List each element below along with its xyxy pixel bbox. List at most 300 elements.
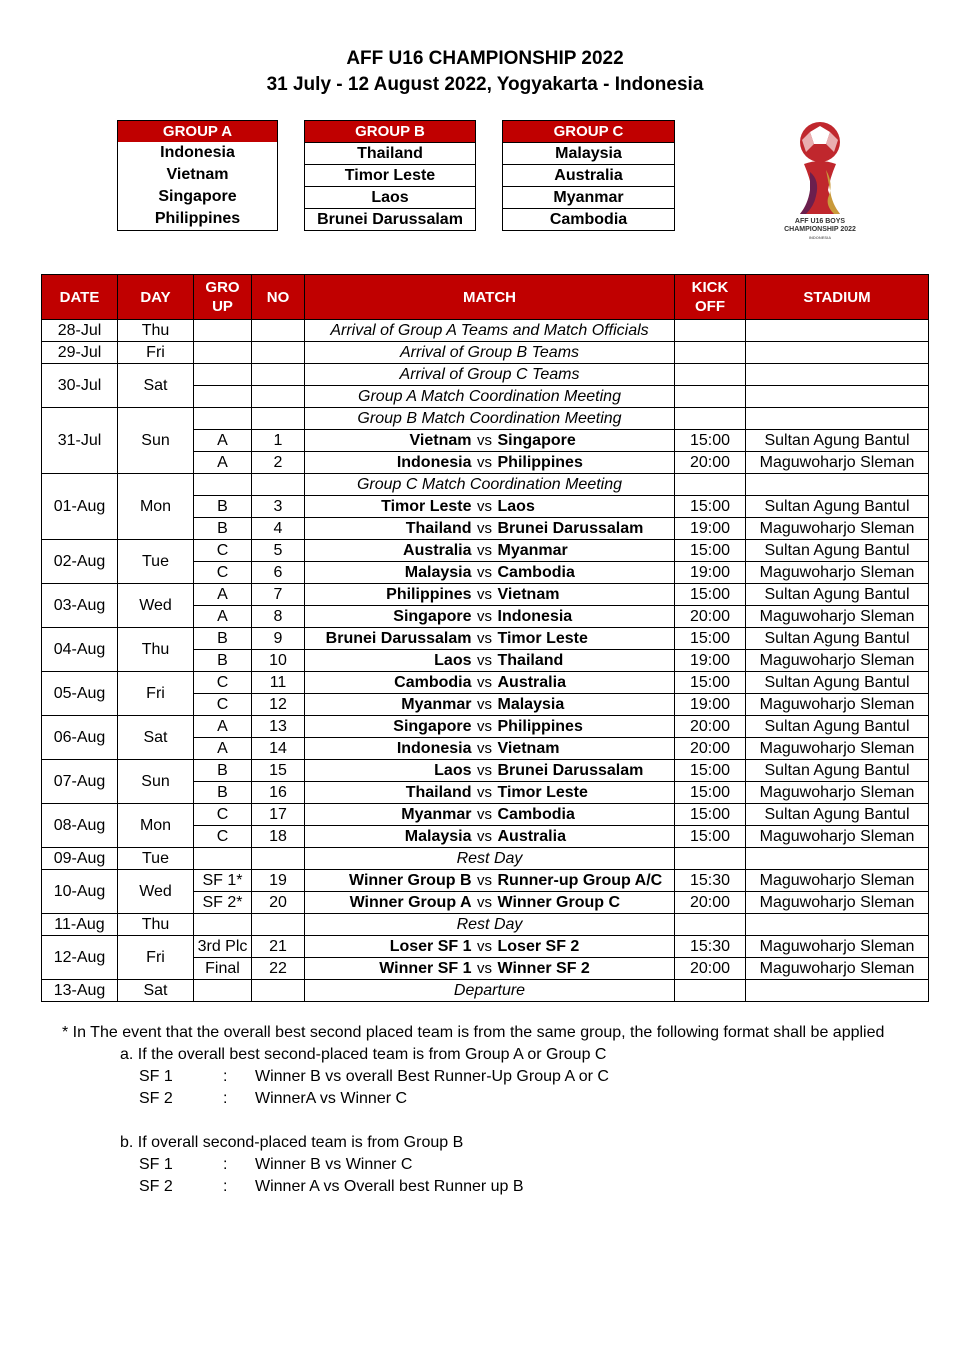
date-cell: 09-Aug	[42, 848, 118, 870]
group-cell: Final	[194, 958, 252, 980]
away-team: Thailand	[497, 651, 564, 669]
home-team: Myanmar	[401, 805, 472, 823]
match-no-cell: 14	[252, 738, 305, 760]
date-cell: 29-Jul	[42, 342, 118, 364]
stadium-cell: Sultan Agung Bantul	[746, 760, 929, 782]
day-cell: Sat	[118, 364, 194, 408]
schedule-row	[42, 804, 929, 826]
group-cell: B	[194, 650, 252, 672]
day-cell: Fri	[118, 342, 194, 364]
vs-label: vs	[477, 607, 492, 625]
kickoff-cell	[675, 364, 746, 386]
home-team: Cambodia	[394, 673, 472, 691]
home-team: Laos	[434, 761, 472, 779]
match-cell	[305, 430, 675, 452]
match-no-cell: 11	[252, 672, 305, 694]
stadium-cell: Sultan Agung Bantul	[746, 628, 929, 650]
kickoff-cell: 15:00	[675, 430, 746, 452]
footnote-b-sf2	[139, 1176, 524, 1198]
away-team: Philippines	[497, 717, 583, 735]
date-cell: 28-Jul	[42, 320, 118, 342]
match-no-cell: 9	[252, 628, 305, 650]
kickoff-cell	[675, 342, 746, 364]
col-header-match: MATCH	[305, 275, 675, 320]
group-cell	[194, 980, 252, 1002]
footnote-colon: :	[223, 1156, 228, 1173]
match-cell	[305, 782, 675, 804]
stadium-cell: Sultan Agung Bantul	[746, 496, 929, 518]
away-team: Brunei Darussalam	[497, 761, 644, 779]
match-cell	[305, 738, 675, 760]
match-no-cell: 6	[252, 562, 305, 584]
stadium-cell: Maguwoharjo Sleman	[746, 892, 929, 914]
footnote-colon: :	[223, 1178, 228, 1195]
footnote-a-sf1-label: SF 1	[139, 1068, 173, 1085]
vs-label: vs	[477, 805, 492, 823]
group-cell	[194, 914, 252, 936]
group-b-team: Laos	[305, 186, 475, 208]
day-cell: Sat	[118, 980, 194, 1002]
stadium-cell	[746, 474, 929, 496]
logo-caption	[760, 218, 880, 242]
away-team: Australia	[497, 673, 566, 691]
vs-label: vs	[477, 585, 492, 603]
group-c-team: Myanmar	[503, 186, 674, 208]
kickoff-cell: 15:00	[675, 540, 746, 562]
away-team: Malaysia	[497, 695, 565, 713]
match-no-cell	[252, 408, 305, 430]
logo-caption-line3: INDONESIA	[808, 235, 832, 240]
vs-label: vs	[477, 783, 492, 801]
schedule-row	[42, 936, 929, 958]
vs-label: vs	[477, 695, 492, 713]
match-no-cell: 16	[252, 782, 305, 804]
schedule-row	[42, 914, 929, 936]
group-a-team: Indonesia	[160, 144, 235, 161]
vs-label: vs	[477, 871, 492, 889]
stadium-cell: Sultan Agung Bantul	[746, 804, 929, 826]
kickoff-cell	[675, 408, 746, 430]
match-no-cell	[252, 914, 305, 936]
away-team: Brunei Darussalam	[497, 519, 644, 537]
stadium-cell: Maguwoharjo Sleman	[746, 738, 929, 760]
day-cell: Wed	[118, 584, 194, 628]
group-cell: B	[194, 518, 252, 540]
kickoff-cell: 19:00	[675, 650, 746, 672]
match-no-cell: 7	[252, 584, 305, 606]
match-cell	[305, 606, 675, 628]
stadium-cell	[746, 408, 929, 430]
match-cell	[305, 672, 675, 694]
group-cell: A	[194, 716, 252, 738]
group-b-team: Thailand	[305, 142, 475, 164]
footnote-a-sf2-label: SF 2	[139, 1090, 173, 1107]
footnote-b-sf1-label: SF 1	[139, 1156, 173, 1173]
match-no-cell: 21	[252, 936, 305, 958]
match-cell	[305, 826, 675, 848]
away-team: Cambodia	[497, 805, 575, 823]
vs-label: vs	[477, 519, 492, 537]
date-cell: 30-Jul	[42, 364, 118, 408]
match-no-cell	[252, 848, 305, 870]
footnote-a-sf2	[139, 1088, 407, 1110]
schedule-row	[42, 628, 929, 650]
vs-label: vs	[477, 453, 492, 471]
group-a-team: Singapore	[158, 188, 237, 205]
footnote-b-sf2-text: Winner A vs Overall best Runner up B	[255, 1178, 524, 1195]
group-cell: A	[194, 606, 252, 628]
vs-label: vs	[477, 761, 492, 779]
kickoff-cell: 20:00	[675, 606, 746, 628]
group-a-header: GROUP A	[118, 120, 277, 142]
stadium-cell	[746, 342, 929, 364]
stadium-cell: Sultan Agung Bantul	[746, 672, 929, 694]
group-cell: C	[194, 694, 252, 716]
match-cell	[305, 760, 675, 782]
vs-label: vs	[477, 563, 492, 581]
event-cell: Arrival of Group C Teams	[305, 364, 675, 386]
stadium-cell: Maguwoharjo Sleman	[746, 606, 929, 628]
vs-label: vs	[477, 673, 492, 691]
event-cell: Rest Day	[305, 914, 675, 936]
match-no-cell: 2	[252, 452, 305, 474]
group-c-team: Malaysia	[503, 142, 674, 164]
match-no-cell	[252, 320, 305, 342]
group-cell: A	[194, 584, 252, 606]
match-no-cell	[252, 980, 305, 1002]
kickoff-cell: 15:00	[675, 584, 746, 606]
footnote-colon: :	[223, 1068, 228, 1085]
day-cell: Mon	[118, 474, 194, 540]
col-header-date: DATE	[42, 275, 118, 320]
home-team: Winner Group A	[349, 893, 472, 911]
page-title: AFF U16 CHAMPIONSHIP 2022	[346, 48, 624, 69]
schedule-row	[42, 716, 929, 738]
date-cell: 02-Aug	[42, 540, 118, 584]
date-cell: 13-Aug	[42, 980, 118, 1002]
stadium-cell: Maguwoharjo Sleman	[746, 958, 929, 980]
vs-label: vs	[477, 739, 492, 757]
event-cell: Group A Match Coordination Meeting	[305, 386, 675, 408]
match-cell	[305, 628, 675, 650]
match-cell	[305, 496, 675, 518]
day-cell: Sun	[118, 760, 194, 804]
group-a-team: Vietnam	[166, 166, 229, 183]
group-cell: C	[194, 540, 252, 562]
kickoff-cell: 15:00	[675, 826, 746, 848]
kickoff-cell: 20:00	[675, 452, 746, 474]
vs-label: vs	[477, 651, 492, 669]
match-cell	[305, 650, 675, 672]
match-no-cell: 8	[252, 606, 305, 628]
date-cell: 06-Aug	[42, 716, 118, 760]
kickoff-cell: 15:30	[675, 936, 746, 958]
away-team: Timor Leste	[497, 629, 588, 647]
stadium-cell	[746, 386, 929, 408]
event-cell: Arrival of Group B Teams	[305, 342, 675, 364]
away-team: Winner SF 2	[497, 959, 590, 977]
vs-label: vs	[477, 497, 492, 515]
away-team: Australia	[497, 827, 566, 845]
match-no-cell	[252, 474, 305, 496]
group-cell: A	[194, 738, 252, 760]
group-cell	[194, 848, 252, 870]
match-no-cell	[252, 364, 305, 386]
kickoff-cell: 15:00	[675, 672, 746, 694]
date-cell: 10-Aug	[42, 870, 118, 914]
day-cell: Thu	[118, 914, 194, 936]
date-cell: 11-Aug	[42, 914, 118, 936]
kickoff-cell	[675, 848, 746, 870]
vs-label: vs	[477, 717, 492, 735]
home-team: Malaysia	[404, 563, 472, 581]
match-cell	[305, 694, 675, 716]
kickoff-cell: 19:00	[675, 562, 746, 584]
vs-label: vs	[477, 431, 492, 449]
stadium-cell: Maguwoharjo Sleman	[746, 694, 929, 716]
event-cell: Rest Day	[305, 848, 675, 870]
date-cell: 01-Aug	[42, 474, 118, 540]
group-a-box	[117, 120, 278, 231]
day-cell: Tue	[118, 540, 194, 584]
date-cell: 04-Aug	[42, 628, 118, 672]
home-team: Indonesia	[396, 739, 472, 757]
event-cell: Departure	[305, 980, 675, 1002]
away-team: Runner-up Group A/C	[497, 871, 663, 889]
match-cell	[305, 870, 675, 892]
home-team: Thailand	[405, 783, 472, 801]
match-cell	[305, 518, 675, 540]
away-team: Vietnam	[497, 739, 560, 757]
away-team: Singapore	[497, 431, 576, 449]
group-cell: A	[194, 430, 252, 452]
date-cell: 05-Aug	[42, 672, 118, 716]
stadium-cell: Maguwoharjo Sleman	[746, 452, 929, 474]
away-team: Laos	[497, 497, 535, 515]
stadium-cell: Maguwoharjo Sleman	[746, 650, 929, 672]
home-team: Singapore	[393, 717, 472, 735]
kickoff-cell: 20:00	[675, 892, 746, 914]
group-cell: B	[194, 496, 252, 518]
kickoff-cell	[675, 980, 746, 1002]
stadium-cell	[746, 848, 929, 870]
away-team: Myanmar	[497, 541, 568, 559]
match-no-cell: 20	[252, 892, 305, 914]
home-team: Winner Group B	[348, 871, 472, 889]
day-cell: Fri	[118, 672, 194, 716]
kickoff-cell: 15:00	[675, 496, 746, 518]
group-cell	[194, 342, 252, 364]
away-team: Timor Leste	[497, 783, 588, 801]
match-cell	[305, 936, 675, 958]
date-cell: 07-Aug	[42, 760, 118, 804]
match-no-cell: 22	[252, 958, 305, 980]
group-c-team: Australia	[503, 164, 674, 186]
group-cell	[194, 386, 252, 408]
stadium-cell: Maguwoharjo Sleman	[746, 870, 929, 892]
col-header-stadium: STADIUM	[746, 275, 929, 320]
kickoff-cell: 15:00	[675, 804, 746, 826]
home-team: Winner SF 1	[379, 959, 472, 977]
match-no-cell: 12	[252, 694, 305, 716]
schedule-row	[42, 980, 929, 1002]
col-header-kickoff: KICK OFF	[675, 275, 746, 320]
schedule-row	[42, 870, 929, 892]
stadium-cell: Maguwoharjo Sleman	[746, 826, 929, 848]
vs-label: vs	[477, 959, 492, 977]
event-cell: Group C Match Coordination Meeting	[305, 474, 675, 496]
group-c-header: GROUP C	[503, 120, 674, 142]
match-no-cell: 19	[252, 870, 305, 892]
event-cell: Arrival of Group A Teams and Match Officials	[305, 320, 675, 342]
schedule-row	[42, 540, 929, 562]
logo-caption-line1: AFF U16 BOYS	[794, 218, 846, 225]
vs-label: vs	[477, 629, 492, 647]
col-header-group: GRO UP	[194, 275, 252, 320]
footnote-b-sf1-text: Winner B vs Winner C	[255, 1156, 413, 1173]
stadium-cell: Maguwoharjo Sleman	[746, 518, 929, 540]
group-cell: SF 1*	[194, 870, 252, 892]
home-team: Laos	[434, 651, 472, 669]
home-team: Vietnam	[409, 431, 472, 449]
schedule-row	[42, 672, 929, 694]
group-b-team: Brunei Darussalam	[305, 208, 475, 230]
group-cell: C	[194, 826, 252, 848]
date-cell: 31-Jul	[42, 408, 118, 474]
date-cell: 03-Aug	[42, 584, 118, 628]
home-team: Loser SF 1	[389, 937, 472, 955]
group-cell	[194, 408, 252, 430]
match-cell	[305, 804, 675, 826]
group-cell: 3rd Plc	[194, 936, 252, 958]
kickoff-cell: 19:00	[675, 694, 746, 716]
match-no-cell: 10	[252, 650, 305, 672]
kickoff-cell: 20:00	[675, 716, 746, 738]
footnote-colon: :	[223, 1090, 228, 1107]
group-cell: C	[194, 672, 252, 694]
stadium-cell: Sultan Agung Bantul	[746, 540, 929, 562]
stadium-cell	[746, 320, 929, 342]
match-no-cell: 4	[252, 518, 305, 540]
away-team: Vietnam	[497, 585, 560, 603]
event-cell: Group B Match Coordination Meeting	[305, 408, 675, 430]
schedule-row	[42, 408, 929, 430]
away-team: Indonesia	[497, 607, 573, 625]
day-cell: Fri	[118, 936, 194, 980]
stadium-cell: Maguwoharjo Sleman	[746, 562, 929, 584]
group-cell	[194, 474, 252, 496]
schedule-row	[42, 342, 929, 364]
kickoff-cell: 15:00	[675, 760, 746, 782]
day-cell: Mon	[118, 804, 194, 848]
footnote-b-sf2-label: SF 2	[139, 1178, 173, 1195]
match-cell	[305, 716, 675, 738]
match-no-cell: 18	[252, 826, 305, 848]
vs-label: vs	[477, 937, 492, 955]
stadium-cell: Maguwoharjo Sleman	[746, 936, 929, 958]
match-cell	[305, 892, 675, 914]
day-cell: Tue	[118, 848, 194, 870]
group-c-box	[502, 120, 675, 231]
kickoff-cell	[675, 320, 746, 342]
match-cell	[305, 562, 675, 584]
match-no-cell: 15	[252, 760, 305, 782]
home-team: Indonesia	[396, 453, 472, 471]
kickoff-cell: 15:30	[675, 870, 746, 892]
group-cell: C	[194, 804, 252, 826]
page-subtitle: 31 July - 12 August 2022, Yogyakarta - Indonesia	[266, 74, 704, 95]
footnote-b-title: b. If overall second-placed team is from Group B	[120, 1134, 464, 1151]
vs-label: vs	[477, 893, 492, 911]
home-team: Brunei Darussalam	[325, 629, 472, 647]
match-no-cell: 13	[252, 716, 305, 738]
group-cell: C	[194, 562, 252, 584]
col-header-no: NO	[252, 275, 305, 320]
day-cell: Thu	[118, 320, 194, 342]
match-cell	[305, 540, 675, 562]
kickoff-cell: 19:00	[675, 518, 746, 540]
day-cell: Wed	[118, 870, 194, 914]
group-cell: SF 2*	[194, 892, 252, 914]
stadium-cell	[746, 914, 929, 936]
group-cell: B	[194, 628, 252, 650]
match-no-cell	[252, 386, 305, 408]
schedule-header-row	[42, 275, 929, 320]
group-cell	[194, 364, 252, 386]
footnote-a-title: a. If the overall best second-placed team is from Group A or Group C	[120, 1046, 607, 1063]
group-a-team: Philippines	[154, 210, 241, 227]
logo-caption-line2: CHAMPIONSHIP 2022	[784, 226, 856, 233]
home-team: Thailand	[405, 519, 472, 537]
group-cell: A	[194, 452, 252, 474]
date-cell: 12-Aug	[42, 936, 118, 980]
group-b-team: Timor Leste	[305, 164, 475, 186]
stadium-cell: Sultan Agung Bantul	[746, 716, 929, 738]
footnote-a-sf2-text: WinnerA vs Winner C	[255, 1090, 408, 1107]
match-no-cell: 5	[252, 540, 305, 562]
kickoff-cell: 15:00	[675, 782, 746, 804]
home-team: Philippines	[386, 585, 472, 603]
away-team: Winner Group C	[497, 893, 621, 911]
away-team: Cambodia	[497, 563, 575, 581]
day-cell: Sun	[118, 408, 194, 474]
away-team: Loser SF 2	[497, 937, 580, 955]
home-team: Australia	[403, 541, 472, 559]
col-header-day: DAY	[118, 275, 194, 320]
match-cell	[305, 452, 675, 474]
match-no-cell	[252, 342, 305, 364]
footnote-intro: * In The event that the overall best second placed team is from the same group, the following format shall be applied	[62, 1024, 885, 1041]
kickoff-cell	[675, 386, 746, 408]
group-cell	[194, 320, 252, 342]
group-cell: B	[194, 782, 252, 804]
group-b-header: GROUP B	[305, 120, 475, 142]
footnote-a-sf1	[139, 1066, 609, 1088]
vs-label: vs	[477, 827, 492, 845]
match-no-cell: 17	[252, 804, 305, 826]
vs-label: vs	[477, 541, 492, 559]
match-no-cell: 3	[252, 496, 305, 518]
group-c-team: Cambodia	[503, 208, 674, 230]
footnote-a-sf1-text: Winner B vs overall Best Runner-Up Group A or C	[255, 1068, 609, 1085]
group-b-box	[304, 120, 476, 231]
kickoff-cell	[675, 474, 746, 496]
kickoff-cell: 20:00	[675, 958, 746, 980]
schedule-row	[42, 364, 929, 386]
stadium-cell: Sultan Agung Bantul	[746, 584, 929, 606]
home-team: Malaysia	[404, 827, 472, 845]
day-cell: Thu	[118, 628, 194, 672]
